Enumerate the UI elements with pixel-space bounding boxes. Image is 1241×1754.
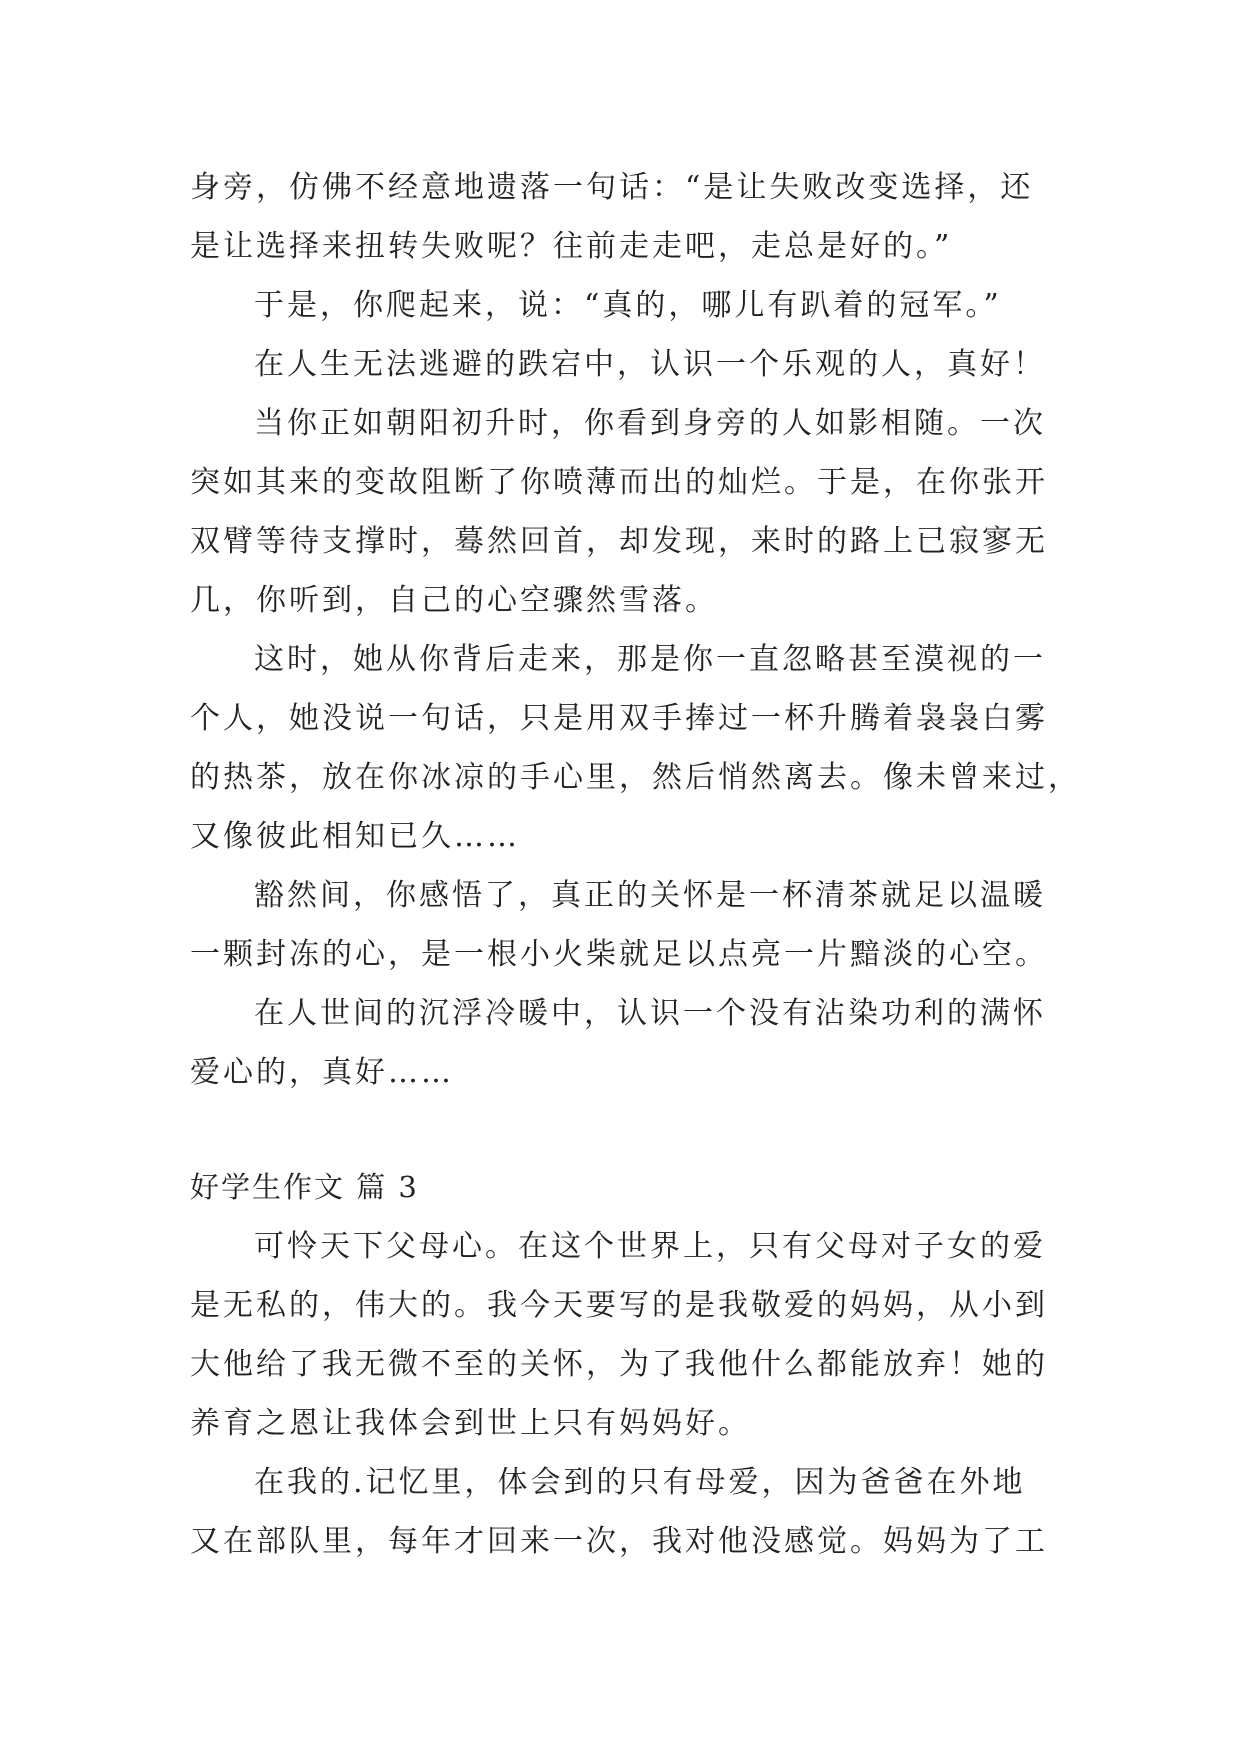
text-line: 这时，她从你背后走来，那是你一直忽略甚至漠视的一 xyxy=(254,642,1046,677)
text-line: 当你正如朝阳初升时，你看到身旁的人如影相随。一次 xyxy=(254,406,1046,441)
text-line: 双臂等待支撑时，蓦然回首，却发现，来时的路上已寂寥无 xyxy=(190,524,1048,559)
text-line: 爱心的，真好…… xyxy=(190,1055,454,1090)
text-line: 于是，你爬起来，说：“真的，哪儿有趴着的冠军。” xyxy=(254,288,1002,323)
text-line: 在人生无法逃避的跌宕中，认识一个乐观的人，真好！ xyxy=(254,347,1046,382)
text-line: 是无私的，伟大的。我今天要写的是我敬爱的妈妈，从小到 xyxy=(190,1288,1048,1323)
text-line: 又在部队里，每年才回来一次，我对他没感觉。妈妈为了工 xyxy=(190,1524,1048,1559)
text-line: 在我的.记忆里，体会到的只有母爱，因为爸爸在外地 xyxy=(254,1465,1026,1500)
text-line: 的热茶，放在你冰凉的手心里，然后悄然离去。像未曾来过， xyxy=(190,760,1081,795)
text-line: 几，你听到，自己的心空骤然雪落。 xyxy=(190,583,718,618)
text-line: 在人世间的沉浮冷暖中，认识一个没有沾染功利的满怀 xyxy=(254,996,1046,1031)
text-line: 身旁，仿佛不经意地遗落一句话：“是让失败改变选择，还 xyxy=(190,170,1034,205)
document-body xyxy=(190,158,1081,1571)
text-line: 突如其来的变故阻断了你喷薄而出的灿烂。于是，在你张开 xyxy=(190,465,1048,500)
text-line: 可怜天下父母心。在这个世界上，只有父母对子女的爱 xyxy=(254,1229,1046,1264)
section-gap xyxy=(190,1102,1052,1158)
text-line: 是让选择来扭转失败呢？往前走走吧，走总是好的。” xyxy=(190,229,953,264)
section-heading: 好学生作文 篇 3 xyxy=(190,1170,419,1204)
text-line: 养育之恩让我体会到世上只有妈妈好。 xyxy=(190,1406,751,1441)
text-line: 一颗封冻的心，是一根小火柴就足以点亮一片黯淡的心空。 xyxy=(190,937,1048,972)
text-line: 个人，她没说一句话，只是用双手捧过一杯升腾着袅袅白雾 xyxy=(190,701,1048,736)
text-line: 豁然间，你感悟了，真正的关怀是一杯清茶就足以温暖 xyxy=(254,878,1046,913)
text-line: 大他给了我无微不至的关怀，为了我他什么都能放弃！她的 xyxy=(190,1347,1048,1382)
text-line: 又像彼此相知已久…… xyxy=(190,819,520,854)
